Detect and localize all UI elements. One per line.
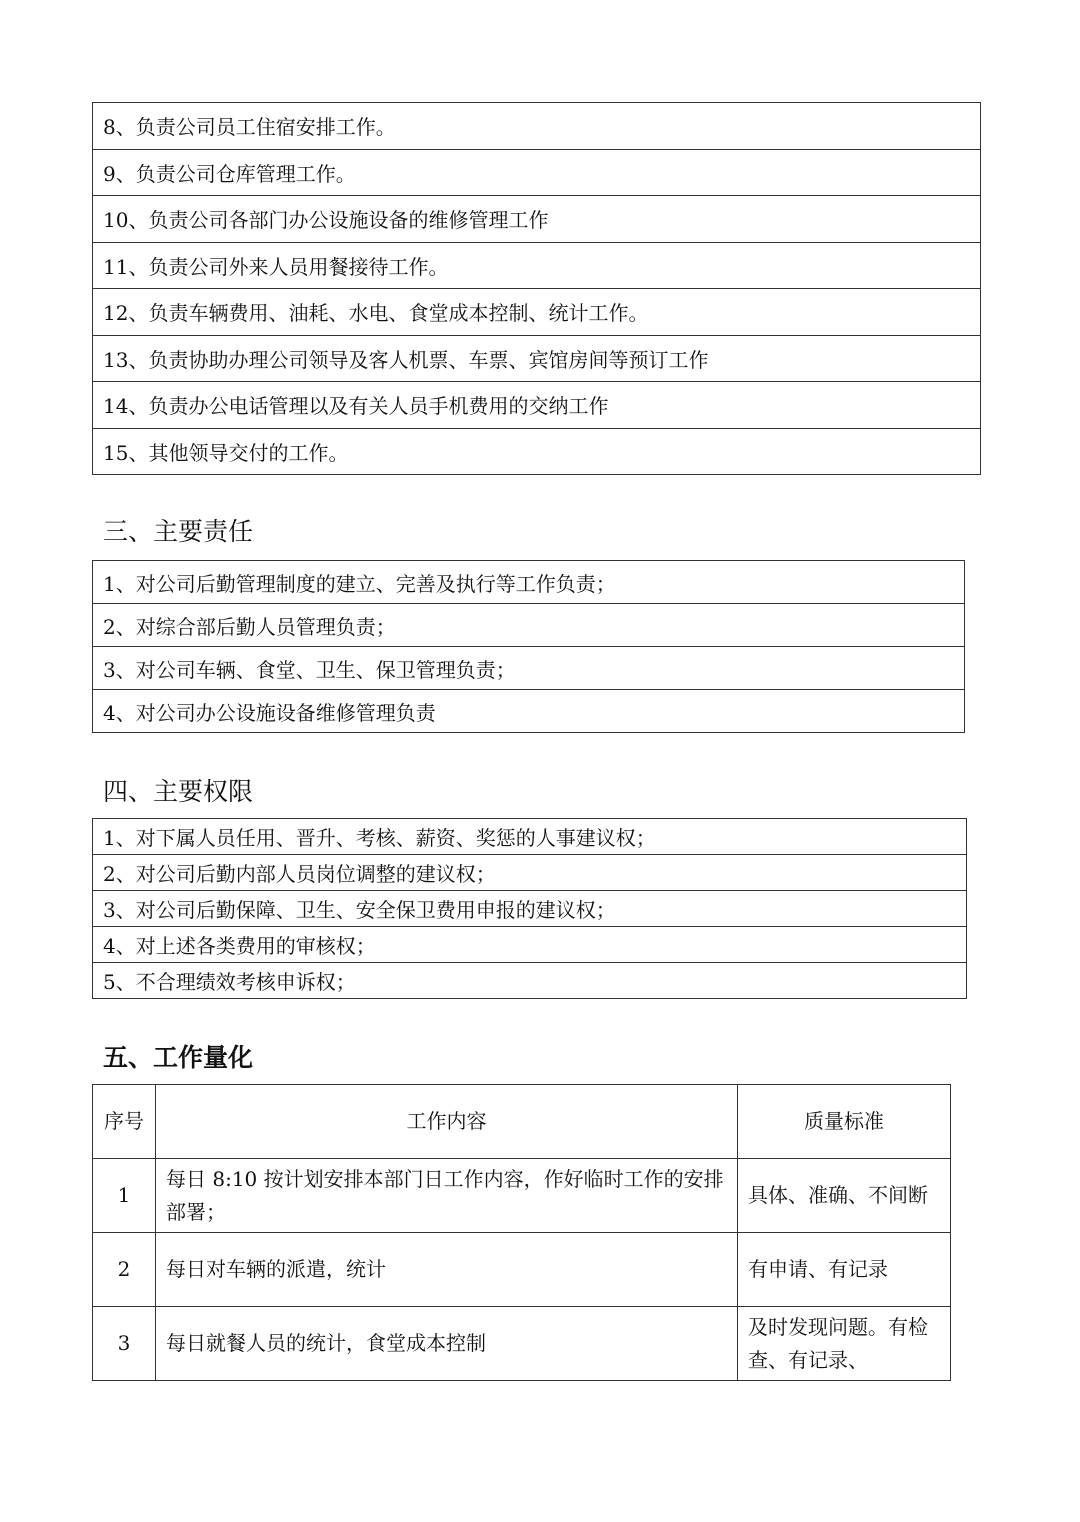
row-standard: 具体、准确、不间断 xyxy=(738,1159,951,1233)
authority-item: 3、对公司后勤保障、卫生、安全保卫费用申报的建议权； xyxy=(93,891,966,927)
responsibility-list xyxy=(92,560,965,733)
responsibility-item: 2、对综合部后勤人员管理负责； xyxy=(93,604,964,647)
row-standard: 及时发现问题。有检查、有记录、 xyxy=(738,1307,951,1381)
duty-item: 13、负责协助办理公司领导及客人机票、车票、宾馆房间等预订工作 xyxy=(93,336,980,383)
row-content: 每日就餐人员的统计，食堂成本控制 xyxy=(156,1307,738,1381)
responsibility-heading: 三、主要责任 xyxy=(103,517,254,546)
responsibility-item: 3、对公司车辆、食堂、卫生、保卫管理负责； xyxy=(93,647,964,690)
authority-list xyxy=(92,818,967,999)
row-no: 1 xyxy=(93,1159,156,1233)
header-content: 工作内容 xyxy=(156,1085,738,1159)
authority-item: 4、对上述各类费用的审核权； xyxy=(93,927,966,963)
duty-item: 12、负责车辆费用、油耗、水电、食堂成本控制、统计工作。 xyxy=(93,289,980,336)
authority-item: 2、对公司后勤内部人员岗位调整的建议权； xyxy=(93,855,966,891)
quantification-heading: 五、工作量化 xyxy=(103,1043,254,1072)
table-row xyxy=(93,1233,951,1307)
row-no: 2 xyxy=(93,1233,156,1307)
duty-item: 10、负责公司各部门办公设施设备的维修管理工作 xyxy=(93,196,980,243)
duty-item: 15、其他领导交付的工作。 xyxy=(93,429,980,476)
row-no: 3 xyxy=(93,1307,156,1381)
duty-item: 8、负责公司员工住宿安排工作。 xyxy=(93,103,980,150)
authority-item: 1、对下属人员任用、晋升、考核、薪资、奖惩的人事建议权； xyxy=(93,819,966,855)
row-content: 每日对车辆的派遣，统计 xyxy=(156,1233,738,1307)
row-standard: 有申请、有记录 xyxy=(738,1233,951,1307)
duty-item: 14、负责办公电话管理以及有关人员手机费用的交纳工作 xyxy=(93,382,980,429)
authority-item: 5、不合理绩效考核申诉权； xyxy=(93,963,966,999)
duty-item: 9、负责公司仓库管理工作。 xyxy=(93,150,980,197)
table-row xyxy=(93,1307,951,1381)
header-no: 序号 xyxy=(93,1085,156,1159)
authority-heading: 四、主要权限 xyxy=(103,777,254,806)
duty-item: 11、负责公司外来人员用餐接待工作。 xyxy=(93,243,980,290)
header-standard: 质量标准 xyxy=(738,1085,951,1159)
responsibility-item: 4、对公司办公设施设备维修管理负责 xyxy=(93,690,964,733)
table-header-row xyxy=(93,1085,951,1159)
duties-list xyxy=(92,102,981,475)
row-content: 每日 8:10 按计划安排本部门日工作内容，作好临时工作的安排部署； xyxy=(156,1159,738,1233)
table-row xyxy=(93,1159,951,1233)
responsibility-item: 1、对公司后勤管理制度的建立、完善及执行等工作负责； xyxy=(93,561,964,604)
quantification-table xyxy=(92,1084,951,1381)
